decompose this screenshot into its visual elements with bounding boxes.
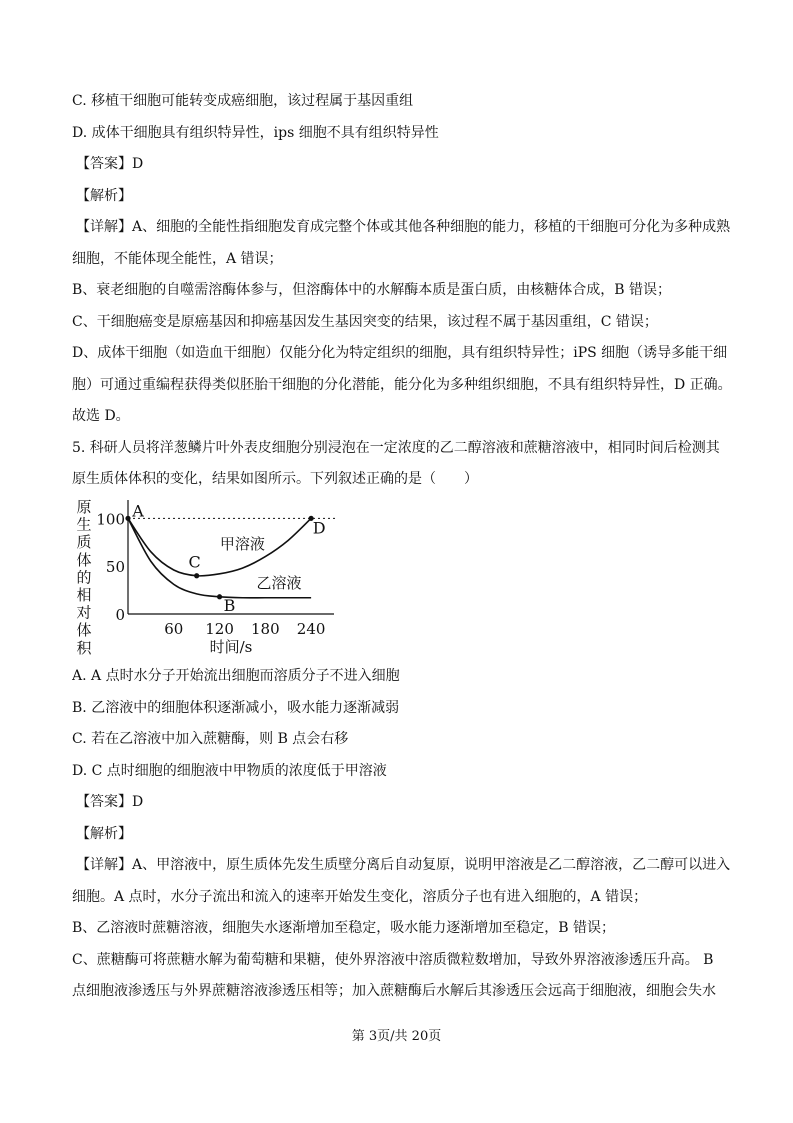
- y-tick-label: 50: [105, 558, 125, 577]
- text-line-bottom-4: 【答案】D: [76, 794, 144, 810]
- text-line-bottom-1: B. 乙溶液中的细胞体积逐渐减小，吸水能力逐渐减弱: [72, 699, 400, 716]
- x-tick-label: 120: [205, 620, 234, 638]
- text-line-top-0: C. 移植干细胞可能转变成癌细胞，该过程属于基因重组: [72, 93, 414, 109]
- text-line-bottom-9: C、蔗糖酶可将蔗糖水解为葡萄糖和果糖，使外界溶液中溶质微粒数增加，导致外界溶液渗透压升高。 B: [72, 951, 714, 968]
- text-line-top-1: D. 成体干细胞具有组织特异性，ips 细胞不具有组织特异性: [72, 124, 439, 141]
- text-line-top-5: 细胞，不能体现全能性，A 错误；: [72, 250, 283, 267]
- text-line-top-3: 【解析】: [76, 187, 132, 204]
- text-line-bottom-8: B、乙溶液时蔗糖溶液，细胞失水逐渐增加至稳定，吸水能力逐渐增加至稳定，B 错误；: [72, 920, 616, 936]
- point-B: [217, 594, 222, 599]
- text-line-bottom-2: C. 若在乙溶液中加入蔗糖酶，则 B 点会右移: [72, 731, 349, 747]
- text-line-top-11: 5. 科研人员将洋葱鳞片叶外表皮细胞分别浸泡在一定浓度的乙二醇溶液和蔗糖溶液中，相同时间后检测其: [72, 439, 720, 456]
- x-tick-label: 180: [251, 620, 280, 638]
- text-line-bottom-3: D. C 点时细胞的细胞液中甲物质的浓度低于甲溶液: [72, 762, 387, 779]
- point-A: [125, 516, 130, 521]
- x-tick-label: 60: [164, 620, 184, 638]
- page-footer: 第 3页/共 20页: [351, 1029, 442, 1044]
- series-label-jia: 甲溶液: [219, 534, 265, 553]
- text-line-bottom-0: A. A 点时水分子开始流出细胞而溶质分子不进入细胞: [72, 668, 400, 684]
- x-axis-label: 时间/s: [209, 638, 253, 656]
- y-tick-label: 100: [96, 510, 125, 529]
- text-line-top-9: 胞）可通过重编程获得类似胚胎干细胞的分化潜能，能分化为多种组织细胞，不具有组织特异性，D 正确。: [72, 376, 732, 393]
- text-line-bottom-7: 细胞。A 点时，水分子流出和流入的速率开始发生变化，溶质分子也有进入细胞的，A 错误；: [72, 888, 648, 905]
- point-label-D: D: [312, 518, 326, 538]
- text-line-bottom-10: 点细胞液渗透压与外界蔗糖溶液渗透压相等；加入蔗糖酶后水解后其渗透压会远高于细胞液，细胞会失水: [72, 983, 716, 999]
- point-label-C: C: [188, 552, 201, 572]
- y-tick-label: 0: [115, 606, 125, 624]
- text-line-top-12: 原生质体体积的变化，结果如图所示。下列叙述正确的是（ ）: [72, 471, 478, 487]
- osmosis-line-chart: [72, 494, 352, 660]
- text-line-top-4: 【详解】A、细胞的全能性指细胞发育成完整个体或其他各种细胞的能力，移植的干细胞可分化为多种成熟: [76, 219, 731, 235]
- text-line-bottom-5: 【解析】: [76, 825, 132, 842]
- point-label-A: A: [132, 501, 144, 521]
- x-tick-label: 240: [296, 620, 326, 638]
- text-line-top-8: D、成体干细胞（如造血干细胞）仅能分化为特定组织的细胞，具有组织特异性；iPS 细胞（诱导多能干细: [72, 345, 728, 361]
- point-label-B: B: [223, 595, 236, 615]
- text-line-top-7: C、干细胞癌变是原癌基因和抑癌基因发生基因突变的结果，该过程不属于基因重组，C 错误；: [72, 313, 658, 330]
- text-line-bottom-6: 【详解】A、甲溶液中，原生质体先发生质壁分离后自动复原，说明甲溶液是乙二醇溶液，乙二醇可以进入: [76, 857, 731, 873]
- y-axis-label: 原生质体的相对体积: [76, 498, 92, 657]
- text-line-top-10: 故选 D。: [72, 408, 130, 424]
- point-C: [194, 573, 199, 578]
- text-line-top-2: 【答案】D: [76, 156, 144, 172]
- series-label-yi: 乙溶液: [256, 574, 302, 593]
- text-line-top-6: B、衰老细胞的自噬需溶酶体参与，但溶酶体中的水解酶本质是蛋白质，由核糖体合成，B 错误；: [72, 282, 672, 298]
